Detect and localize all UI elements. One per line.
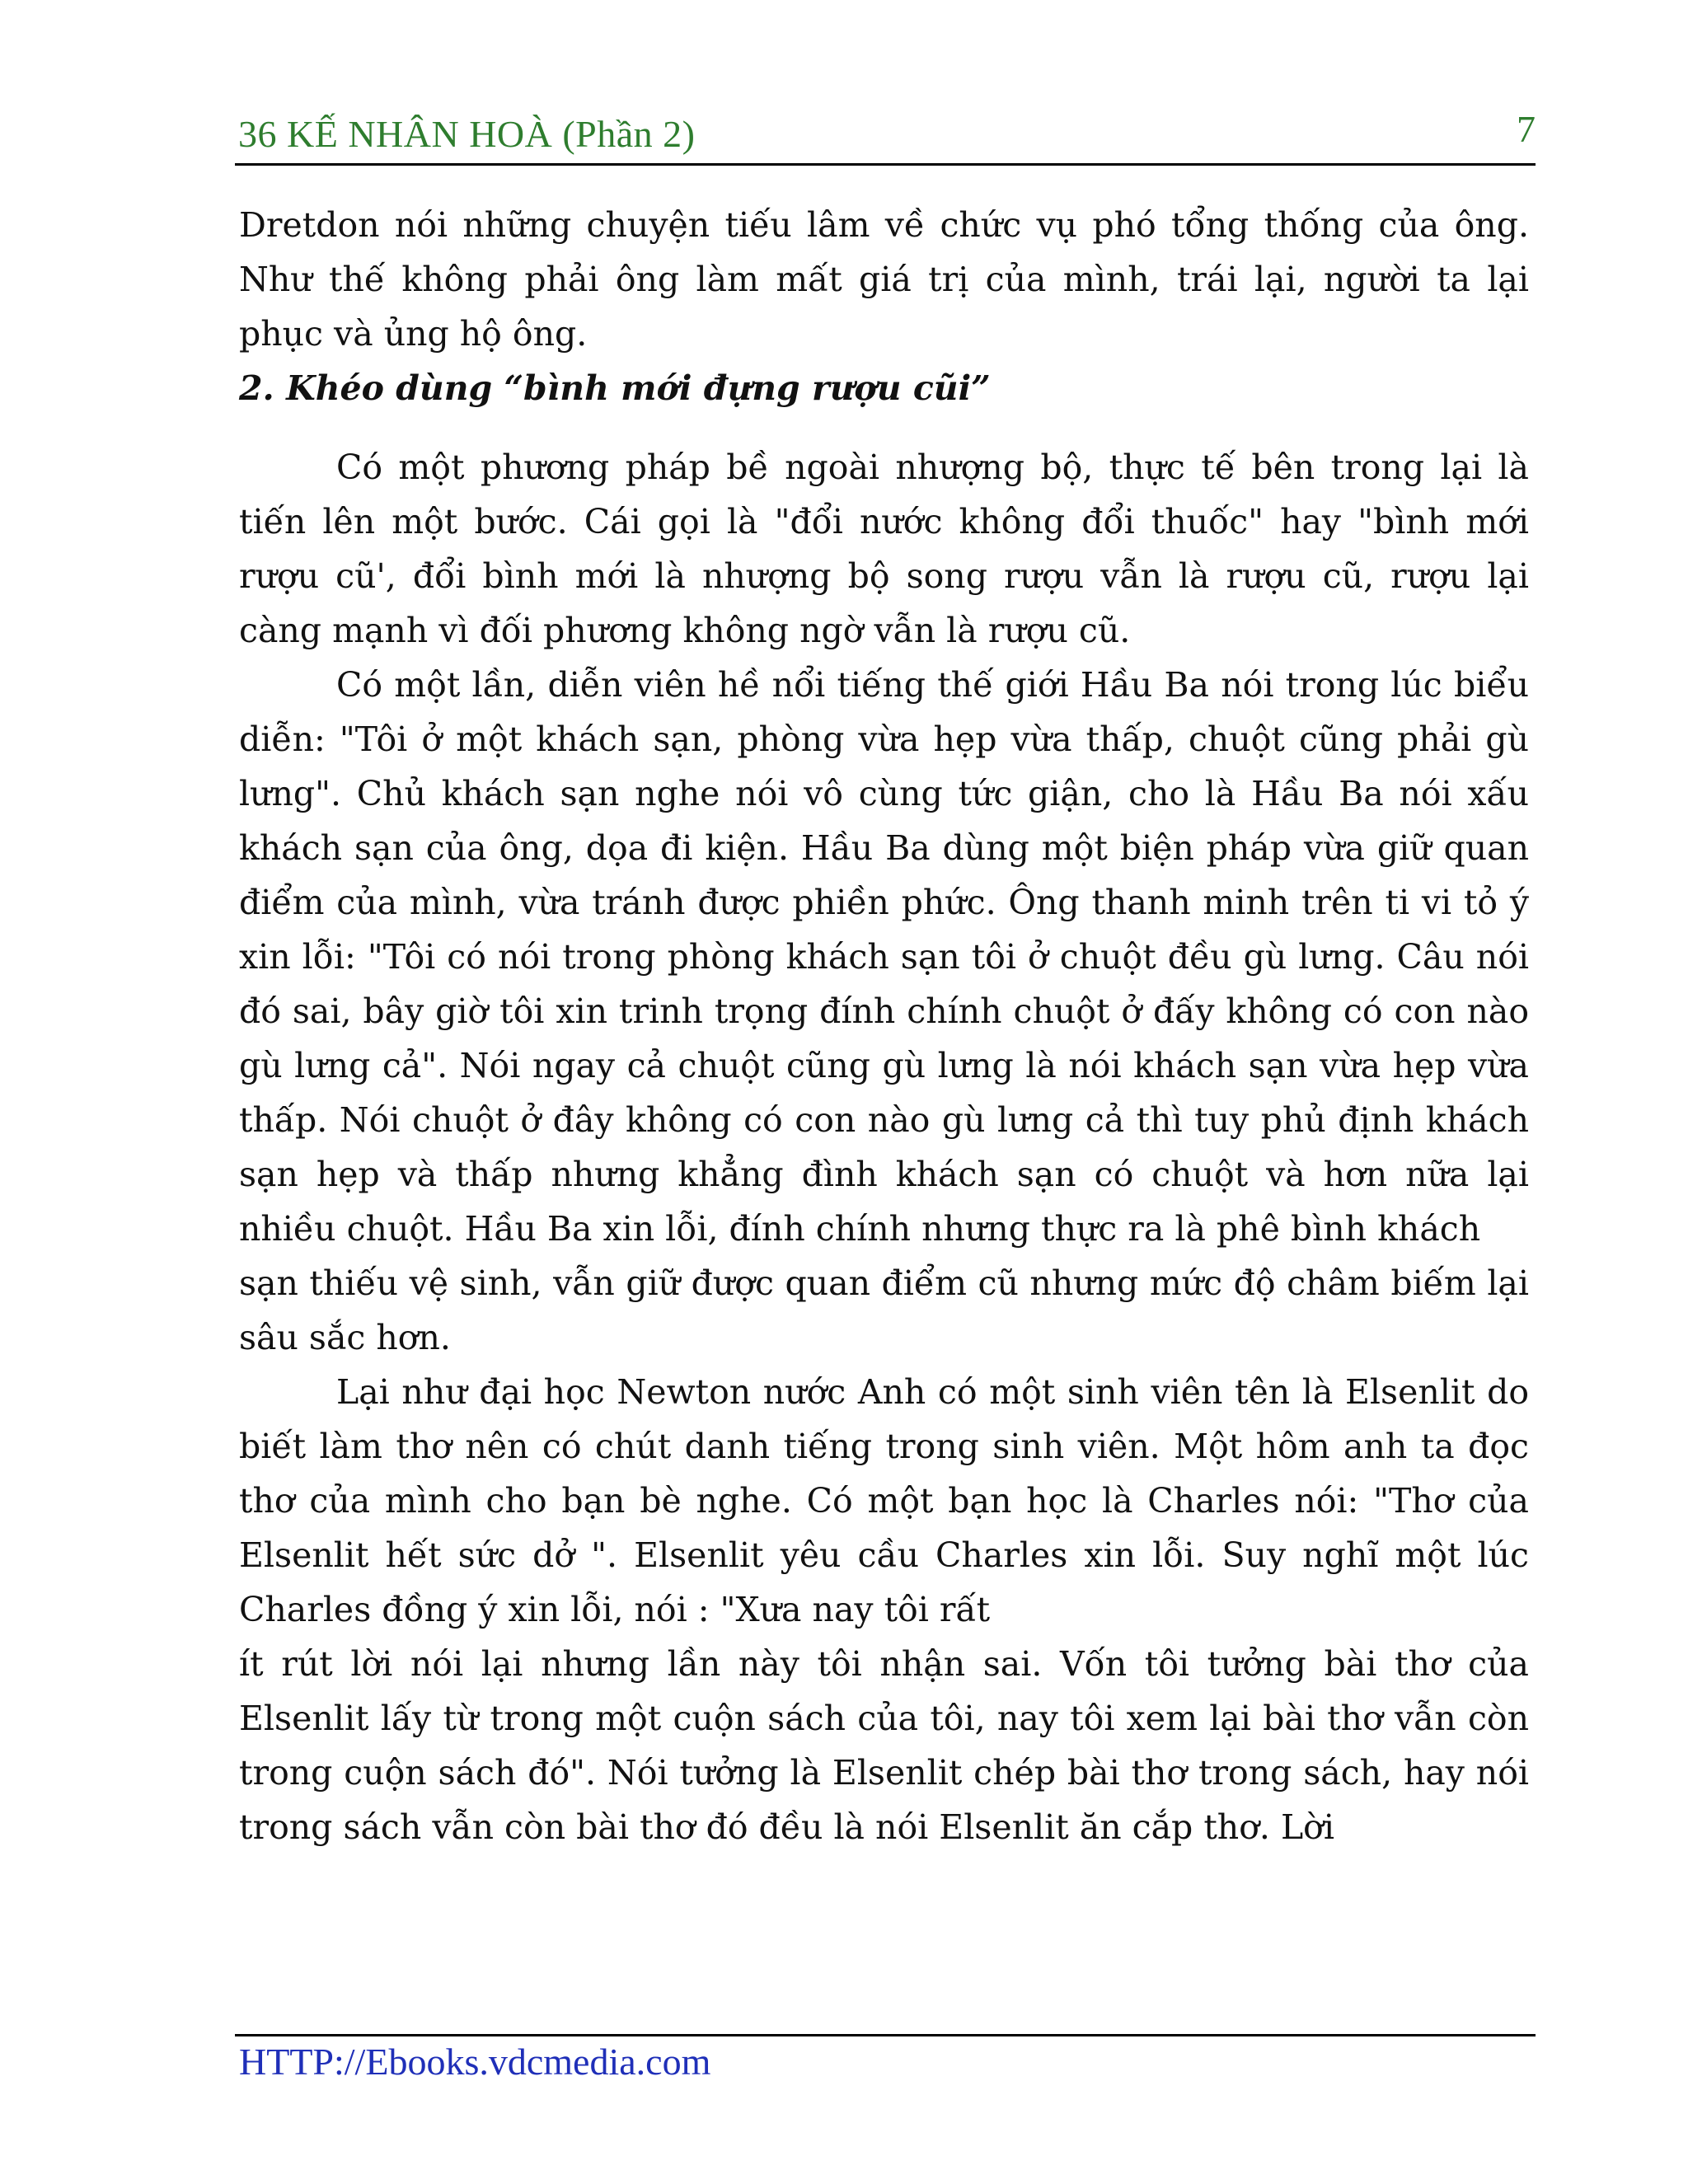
page-body xyxy=(239,198,1529,1854)
header-rule xyxy=(235,163,1536,166)
page-number: 7 xyxy=(1517,108,1536,150)
body-paragraph: Lại như đại học Newton nước Anh có một sinh viên tên là Elsenlit do biết làm thơ nên có chút danh tiếng trong sinh viên. Một hôm anh ta đọc thơ của mình cho bạn bè nghe. Có một bạn học là Charles nói: "Thơ của Elsenlit hết sức dở ". Elsenlit yêu cầu Charles xin lỗi. Suy nghĩ một lúc Charles đồng ý xin lỗi, nói : "Xưa nay tôi rất xyxy=(239,1372,1529,1629)
section-heading: 2. Khéo dùng “bình mới đựng rượu cũi” xyxy=(239,368,991,408)
page-header xyxy=(235,107,1536,166)
intro-paragraph: Dretdon nói những chuyện tiếu lâm về chức vụ phó tổng thống của ông. Như thế không phải ông làm mất giá trị của mình, trái lại, người ta lại phục và ủng hộ ông. xyxy=(239,205,1529,354)
body-paragraph: Có một lần, diễn viên hề nổi tiếng thế giới Hầu Ba nói trong lúc biểu diễn: "Tôi ở một khách sạn, phòng vừa hẹp vừa thấp, chuột cũng phải gù lưng". Chủ khách sạn nghe nói vô cùng tức giận, cho là Hầu Ba nói xấu khách sạn của ông, dọa đi kiện. Hầu Ba dùng một biện pháp vừa giữ quan điểm của mình, vừa tránh được phiền phức. Ông thanh minh trên ti vi tỏ ý xin lỗi: "Tôi có nói trong phòng khách sạn tôi ở chuột đều gù lưng. Câu nói đó sai, bây giờ tôi xin trinh trọng đính chính chuột ở đấy không có con nào gù lưng cả". Nói ngay cả chuột cũng gù lưng là nói khách sạn vừa hẹp vừa thấp. Nói chuột ở đây không có con nào gù lưng cả thì tuy phủ định khách sạn hẹp và thấp nhưng khẳng đình khách sạn có chuột và hơn nữa lại nhiều chuột. Hầu Ba xin lỗi, đính chính nhưng thực ra là phê bình khách xyxy=(239,665,1529,1249)
body-paragraph: Có một phương pháp bề ngoài nhượng bộ, thực tế bên trong lại là tiến lên một bước. Cái gọi là "đổi nước không đổi thuốc" hay "bình mới rượu cũ', đổi bình mới là nhượng bộ song rượu vẫn là rượu cũ, rượu lại càng mạnh vì đối phương không ngờ vẫn là rượu cũ. xyxy=(239,448,1529,650)
body-paragraph-continued: sạn thiếu vệ sinh, vẫn giữ được quan điểm cũ nhưng mức độ châm biếm lại sâu sắc hơn. xyxy=(239,1263,1529,1357)
book-title: 36 KẾ NHÂN HOÀ (Phần 2) xyxy=(238,113,696,155)
body-paragraph-continued: ít rút lời nói lại nhưng lần này tôi nhận sai. Vốn tôi tưởng bài thơ của Elsenlit lấy từ trong một cuộn sách của tôi, nay tôi xem lại bài thơ vẫn còn trong cuộn sách đó". Nói tưởng là Elsenlit chép bài thơ trong sách, hay nói trong sách vẫn còn bài thơ đó đều là nói Elsenlit ăn cắp thơ. Lời xyxy=(239,1644,1529,1847)
footer-link[interactable]: HTTP://Ebooks.vdcmedia.com xyxy=(239,2041,711,2083)
footer-rule xyxy=(235,2034,1536,2036)
